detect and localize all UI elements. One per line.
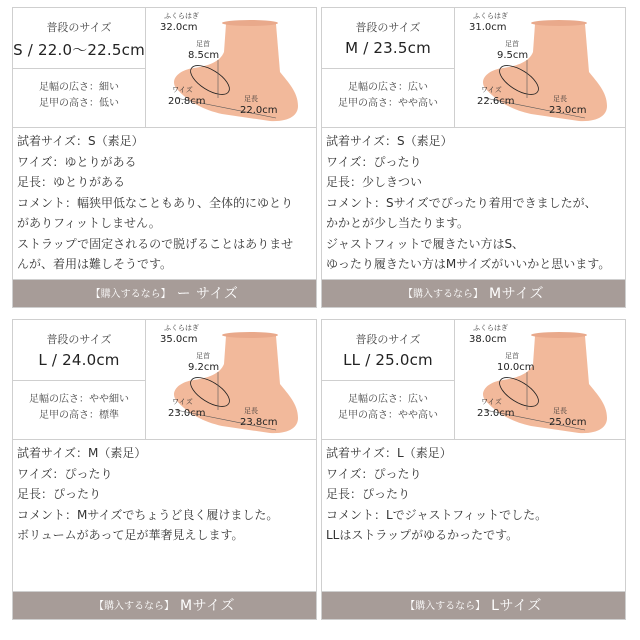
review-line: コメント：Mサイズでちょうど良く履けました。 [17,507,279,522]
review-line: 試着サイズ：M（素足） [17,446,147,460]
foot-measurement-diagram [148,10,314,125]
length-label: 足長 [553,95,567,103]
recommendation-lead: 【購入するなら】 [94,601,175,612]
usual-size [13,8,145,69]
review-line: ワイズ：ぴったり [326,466,422,481]
usual-size-label: 普段のサイズ [46,21,112,34]
recommended-size: ー サイズ [176,286,239,302]
card-header [322,320,625,440]
foot-width: 足幅の広さ：広い [348,394,428,405]
recommended-size: Mサイズ [180,598,235,614]
calf-value: 32.0cm [160,22,198,33]
review-line: ワイズ：ぴったり [326,154,422,169]
length-value: 23.0cm [549,105,587,116]
ankle-value: 9.2cm [188,362,220,373]
wise-value: 22.6cm [477,96,515,107]
recommendation-bar [13,279,316,307]
length-label: 足長 [553,407,567,415]
size-info [322,8,455,127]
size-review-card [12,7,317,308]
size-review-card [321,319,626,620]
review-line: 足長：ぴったり [326,487,411,501]
foot-measurement-diagram [457,322,623,437]
calf-label: ふくらはぎ [473,324,508,332]
foot-width: 足幅の広さ：細い [39,82,119,93]
review-line: ジャストフィットで履きたい方はS、 [326,236,525,251]
review-line: 足長：ゆとりがある [17,175,126,189]
usual-size-label: 普段のサイズ [355,21,421,34]
usual-size [322,8,454,69]
instep-height: 足甲の高さ：低い [39,98,119,109]
length-label: 足長 [244,95,258,103]
wise-value: 23.0cm [477,408,515,419]
card-header [13,8,316,128]
recommended-size: Mサイズ [489,286,544,302]
ankle-value: 10.0cm [497,362,535,373]
usual-size-value: L / 24.0cm [38,351,120,369]
foot-illustration [148,10,314,125]
recommendation-bar [322,591,625,619]
size-info [322,320,455,439]
calf-value: 31.0cm [469,22,507,33]
usual-size-value: M / 23.5cm [345,39,431,57]
review-body [17,443,313,546]
review-line: 足長：ぴったり [17,487,102,501]
wise-value: 20.8cm [168,96,206,107]
recommendation-bar [322,279,625,307]
length-value: 22.0cm [240,105,278,116]
recommendation-lead: 【購入するなら】 [405,601,486,612]
length-value: 23.8cm [240,417,278,428]
review-line: 試着サイズ：L（素足） [326,446,452,460]
foot-illustration [148,322,314,437]
review-line: コメント：幅狭甲低なこともあり、全体的にゆとり [17,195,294,210]
size-review-card [321,7,626,308]
foot-attributes [13,392,145,424]
recommendation-bar [13,591,316,619]
recommendation-lead: 【購入するなら】 [90,289,171,300]
calf-value: 35.0cm [160,334,198,345]
review-line: ボリュームがあって足が華奢見えします。 [17,528,244,542]
foot-illustration [457,10,623,125]
size-review-card [12,319,317,620]
usual-size [322,320,454,381]
usual-size-label: 普段のサイズ [46,333,112,346]
ankle-label: 足首 [505,352,519,360]
foot-attributes [13,80,145,112]
instep-height: 足甲の高さ：やや高い [338,98,438,109]
instep-height: 足甲の高さ：やや高い [338,410,438,421]
review-line: 試着サイズ：S（素足） [17,134,144,148]
ankle-label: 足首 [505,40,519,48]
usual-size [13,320,145,381]
review-body [326,131,622,275]
calf-label: ふくらはぎ [164,12,199,20]
foot-measurement-diagram [148,322,314,437]
review-line: 試着サイズ：S（素足） [326,134,453,148]
review-line: 足長：少しきつい [326,175,423,189]
size-info [13,320,146,439]
foot-attributes [322,392,454,424]
wise-label: ワイズ [481,398,502,406]
review-line: コメント：Sサイズでぴったり着用できましたが、 [326,195,597,210]
ankle-value: 9.5cm [497,50,529,61]
usual-size-value: S / 22.0〜22.5cm [13,41,145,59]
recommended-size: Lサイズ [491,598,542,614]
usual-size-label: 普段のサイズ [355,333,421,346]
card-header [13,320,316,440]
review-line: がありフィットしません。 [17,216,161,230]
size-info [13,8,146,127]
review-line: んが、着用は難しそうです。 [17,257,173,271]
wise-label: ワイズ [172,398,193,406]
instep-height: 足甲の高さ：標準 [39,410,119,421]
card-header [322,8,625,128]
review-line: ストラップで固定されるので脱げることはありませ [17,236,294,251]
calf-value: 38.0cm [469,334,507,345]
wise-value: 23.0cm [168,408,206,419]
usual-size-value: LL / 25.0cm [343,351,433,369]
ankle-value: 8.5cm [188,50,220,61]
length-label: 足長 [244,407,258,415]
review-line: LLはストラップがゆるかったです。 [326,528,519,542]
review-line: ゆったり履きたい方はMサイズがいいかと思います。 [326,257,611,271]
foot-illustration [457,322,623,437]
review-line: コメント：Lでジャストフィットでした。 [326,507,548,522]
ankle-label: 足首 [196,40,210,48]
review-line: かかとが少し当たります。 [326,216,470,230]
calf-label: ふくらはぎ [473,12,508,20]
wise-label: ワイズ [172,86,193,94]
review-line: ワイズ：ぴったり [17,466,113,481]
foot-width: 足幅の広さ：広い [348,82,428,93]
ankle-label: 足首 [196,352,210,360]
length-value: 25.0cm [549,417,587,428]
review-body [17,131,313,275]
recommendation-lead: 【購入するなら】 [403,289,484,300]
calf-label: ふくらはぎ [164,324,199,332]
foot-width: 足幅の広さ：やや細い [29,394,129,405]
foot-measurement-diagram [457,10,623,125]
wise-label: ワイズ [481,86,502,94]
foot-attributes [322,80,454,112]
review-line: ワイズ：ゆとりがある [17,154,137,169]
review-body [326,443,622,546]
